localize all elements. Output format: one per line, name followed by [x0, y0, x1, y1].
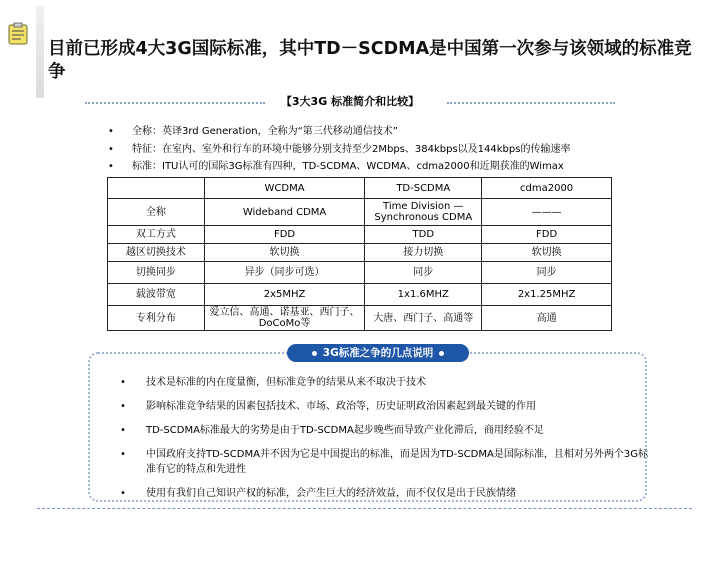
bullet-icon: • — [120, 487, 126, 499]
table-cell: TDD — [365, 226, 482, 244]
table-cell: 全称 — [108, 199, 205, 226]
note-text: 技术是标准的内在度量衡，但标准竞争的结果从来不取决于技术 — [146, 377, 426, 388]
bullet-icon: • — [120, 449, 126, 460]
table-cell: 大唐、西门子、高通等 — [365, 306, 482, 331]
intro-bullet-list — [108, 123, 570, 176]
table-cell — [108, 178, 205, 199]
bullet-text: 标准：ITU认可的国际3G标准有四种，TD-SCDMA、WCDMA、cdma2000和近期获准的Wimax — [132, 161, 564, 172]
note-text: 影响标准竞争结果的因素包括技术、市场、政治等，历史证明政治因素起到最关键的作用 — [146, 401, 536, 412]
note-text: TD-SCDMA标准最大的劣势是由于TD-SCDMA起步晚些而导致产业化滞后，商用经验不足 — [146, 425, 544, 436]
table-cell: 接力切换 — [365, 244, 482, 262]
list-item — [120, 424, 650, 439]
table-cell: 异步（同步可选） — [204, 262, 365, 284]
table-cell: 载波带宽 — [108, 284, 205, 306]
table-cell: 爱立信、高通、诺基亚、西门子、DoCoMo等 — [204, 306, 365, 331]
title-accent-bar — [36, 6, 44, 98]
table-cell: 同步 — [365, 262, 482, 284]
bullet-icon: • — [108, 143, 114, 155]
bullet-icon: • — [120, 401, 126, 412]
bullet-icon: • — [108, 161, 114, 172]
notes-list — [120, 376, 650, 511]
bullet-text: 特征：在室内、室外和行车的环境中能够分别支持至少2Mbps、384kbps以及144kbps的传输速率 — [132, 143, 571, 155]
list-item — [108, 123, 570, 141]
table-header-cell: cdma2000 — [482, 178, 612, 199]
table-cell: 越区切换技术 — [108, 244, 205, 262]
table-cell: FDD — [482, 226, 612, 244]
section-heading-text: 【3大3G 标准简介和比较】 — [280, 95, 420, 108]
bullet-icon: • — [108, 126, 114, 137]
table-cell: 2x5MHZ — [204, 284, 365, 306]
panel-heading — [287, 344, 469, 362]
table-header-cell: WCDMA — [204, 178, 365, 199]
list-item — [108, 141, 570, 159]
note-text: 中国政府支持TD-SCDMA并不因为它是中国提出的标准，而是因为TD-SCDMA是国际标准，且相对另外两个3G标准有它的特点和先进性 — [146, 449, 648, 475]
table-row — [108, 284, 612, 306]
bullet-text: 全称：英译3rd Generation，全称为“第三代移动通信技术” — [132, 126, 398, 137]
table-cell: Time Division — Synchronous CDMA — [365, 199, 482, 226]
list-item — [120, 400, 650, 415]
panel-heading-text: 3G标准之争的几点说明 — [322, 347, 434, 359]
table-row — [108, 199, 612, 226]
footer-divider — [37, 508, 692, 509]
table-cell: 专利分布 — [108, 306, 205, 331]
page-title: 目前已形成4大3G国际标准，其中TD－SCDMA是中国第一次参与该领域的标准竞争 — [48, 39, 692, 82]
bullet-icon: • — [120, 425, 126, 436]
section-heading — [85, 96, 615, 110]
table-cell: 同步 — [482, 262, 612, 284]
list-item — [120, 487, 650, 502]
table-cell: 软切换 — [204, 244, 365, 262]
clipboard-note-icon — [8, 22, 30, 46]
table-row — [108, 244, 612, 262]
table-cell: FDD — [204, 226, 365, 244]
dot-icon — [312, 351, 317, 356]
table-header-row — [108, 178, 612, 199]
table-cell: 软切换 — [482, 244, 612, 262]
table-row — [108, 226, 612, 244]
table-cell: ——— — [482, 199, 612, 226]
dot-icon — [439, 351, 444, 356]
table-cell: 高通 — [482, 306, 612, 331]
table-header-cell: TD-SCDMA — [365, 178, 482, 199]
list-item — [120, 448, 650, 477]
table-cell: 切换同步 — [108, 262, 205, 284]
standards-comparison-table — [107, 177, 612, 331]
table-cell: 1x1.6MHZ — [365, 284, 482, 306]
note-text: 使用有我们自己知识产权的标准，会产生巨大的经济效益，而不仅仅是出于民族情绪 — [146, 487, 516, 499]
table-cell: Wideband CDMA — [204, 199, 365, 226]
table-cell: 双工方式 — [108, 226, 205, 244]
table-row — [108, 306, 612, 331]
bullet-icon: • — [120, 377, 126, 388]
table-row — [108, 262, 612, 284]
list-item — [120, 376, 650, 391]
table-cell: 2x1.25MHZ — [482, 284, 612, 306]
list-item — [108, 158, 570, 176]
